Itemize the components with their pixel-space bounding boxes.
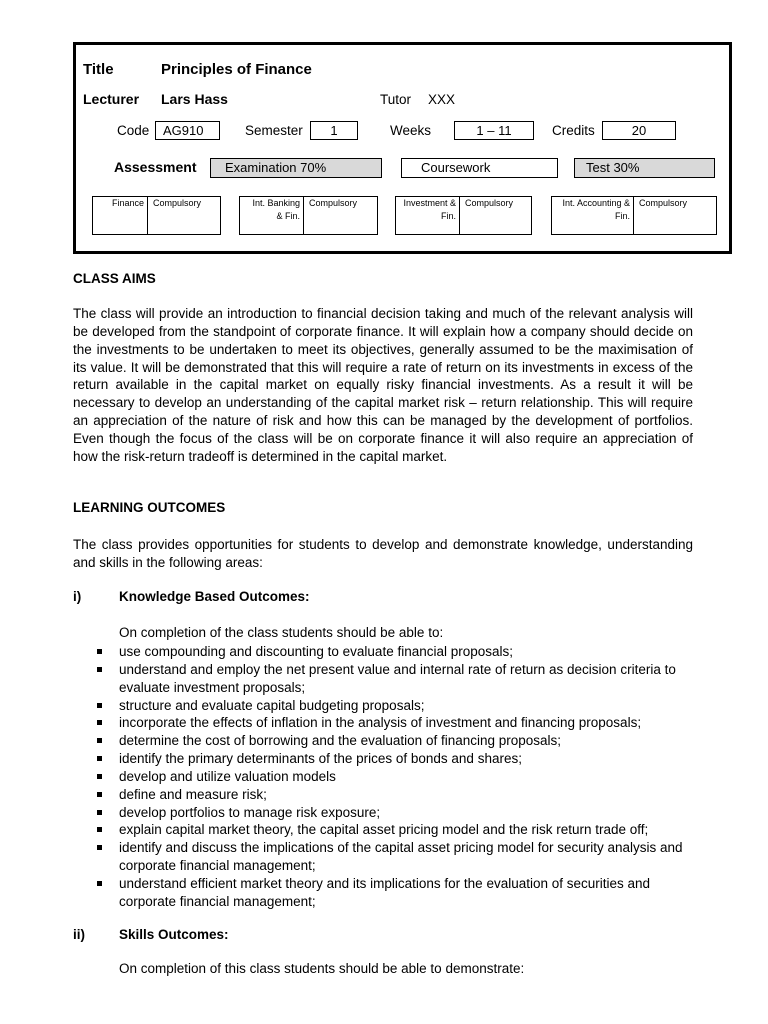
lecturer-label: Lecturer	[83, 91, 140, 107]
skills-title: Skills Outcomes:	[119, 927, 229, 942]
list-item: structure and evaluate capital budgeting proposals;	[73, 697, 693, 715]
coursework-weight: Coursework	[401, 158, 558, 178]
skills-intro: On completion of this class students should be able to demonstrate:	[119, 961, 525, 976]
module-status: Compulsory	[465, 198, 514, 208]
credits-value: 20	[602, 121, 676, 140]
module-name: Finance	[93, 197, 148, 234]
list-item: develop portfolios to manage risk exposure;	[73, 804, 693, 822]
semester-value: 1	[310, 121, 358, 140]
learning-outcomes-heading: LEARNING OUTCOMES	[73, 500, 226, 515]
weeks-value: 1 – 11	[454, 121, 534, 140]
knowledge-intro: On completion of the class students should be able to:	[119, 625, 444, 640]
knowledge-title: Knowledge Based Outcomes:	[119, 589, 310, 604]
module-int-accounting	[551, 196, 717, 235]
module-status: Compulsory	[639, 198, 688, 208]
list-item: explain capital market theory, the capital asset pricing model and the risk return trade off;	[73, 821, 693, 839]
class-title: Principles of Finance	[161, 61, 312, 78]
weeks-label: Weeks	[390, 123, 432, 138]
list-item: identify and discuss the implications of the capital asset pricing model for security analysis and corporate financial management;	[73, 839, 693, 875]
module-status: Compulsory	[309, 198, 358, 208]
code-value: AG910	[155, 121, 220, 140]
class-aims-text: The class will provide an introduction to financial decision taking and much of the relevant analysis will be developed from the standpoint of corporate finance. It will explain how a company should decide on the investments to be undertaken to meet its objectives, generally assumed to be the maximisation of its value. It will be demonstrated that this will require a rate of return on its investments in excess of the return available in the capital market on equally risky financial investments. As a result it will be necessary to develop an understanding of the capital market risk – return relationship. This will require an appreciation of the nature of risk and how this can be managed by the development of portfolios. Even though the focus of the class will be on corporate finance it will also require an appreciation of how the risk-return tradeoff is determined in the capital market.	[73, 306, 693, 464]
credits-label: Credits	[552, 123, 595, 138]
list-item: determine the cost of borrowing and the evaluation of financing proposals;	[73, 732, 693, 750]
module-int-banking	[239, 196, 378, 235]
list-item: identify the primary determinants of the prices of bonds and shares;	[73, 750, 693, 768]
title-label: Title	[83, 61, 114, 78]
lecturer-name: Lars Hass	[161, 91, 228, 107]
module-status: Compulsory	[153, 198, 202, 208]
list-item: incorporate the effects of inflation in the analysis of investment and financing proposals;	[73, 714, 693, 732]
list-item: understand efficient market theory and its implications for the evaluation of securities and corporate financial management;	[73, 875, 693, 911]
semester-label: Semester	[245, 123, 303, 138]
list-item: develop and utilize valuation models	[73, 768, 693, 786]
list-item: define and measure risk;	[73, 786, 693, 804]
code-label: Code	[117, 123, 150, 138]
class-info-box	[73, 42, 732, 254]
list-item: understand and employ the net present value and internal rate of return as decision criteria to evaluate investment proposals;	[73, 661, 693, 697]
knowledge-list	[73, 643, 693, 911]
module-name: Investment & Fin.	[396, 197, 460, 234]
module-finance	[92, 196, 221, 235]
module-name: Int. Accounting & Fin.	[552, 197, 634, 234]
skills-number: ii)	[73, 927, 85, 942]
examination-weight: Examination 70%	[210, 158, 382, 178]
test-weight: Test 30%	[574, 158, 715, 178]
knowledge-number: i)	[73, 589, 82, 604]
class-aims-heading: CLASS AIMS	[73, 271, 156, 286]
module-name: Int. Banking & Fin.	[240, 197, 304, 234]
list-item: use compounding and discounting to evaluate financial proposals;	[73, 643, 693, 661]
tutor-label: Tutor	[380, 92, 412, 107]
module-investment	[395, 196, 532, 235]
tutor-name: XXX	[428, 92, 456, 107]
assessment-label: Assessment	[114, 159, 197, 175]
learning-outcomes-intro: The class provides opportunities for students to develop and demonstrate knowledge, understanding and skills in the following areas:	[73, 537, 693, 570]
